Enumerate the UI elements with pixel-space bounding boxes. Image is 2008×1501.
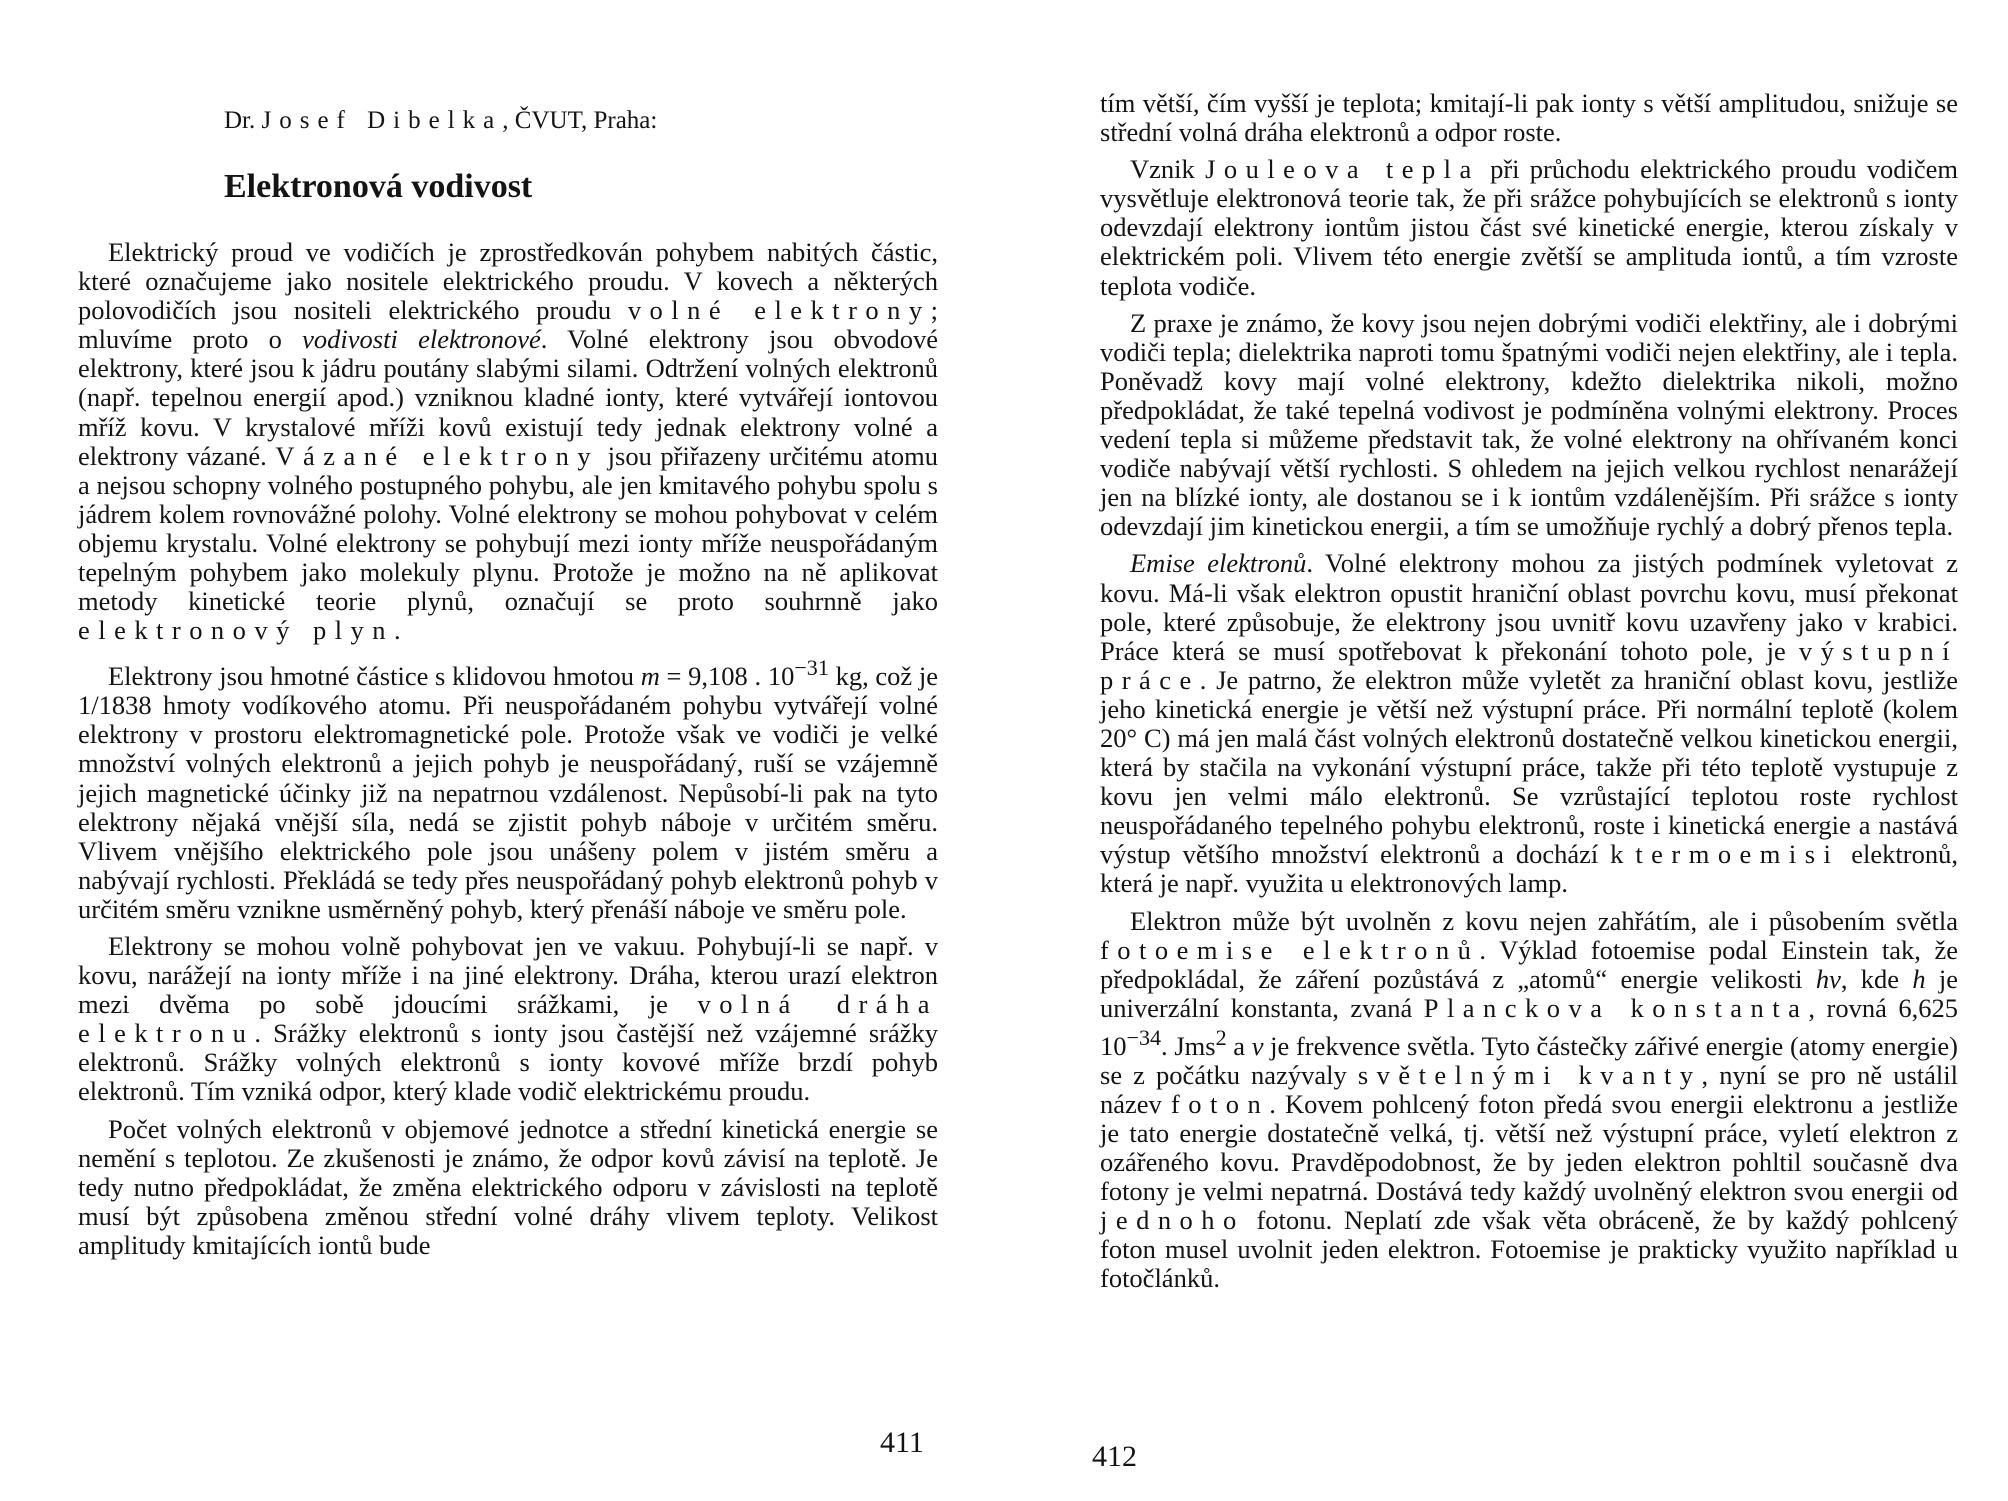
author-prefix: Dr. [224, 107, 256, 134]
term-photoemission: fotoemise elektronů [1100, 934, 1480, 965]
author-name: Josef Dibelka [261, 107, 503, 134]
symbol-h-nu: hν [1815, 963, 1841, 994]
paragraph-emission: Emise elektronů. Volné elektrony mohou za jistých podmínek vyletovat z kovu. Má-li však elektron opustit hraniční oblast povrchu kovu, musí překonat pole, které způsobuje, že elektrony jsou uvnitř kovu uzavřeny jako v krabici. Práce která se musí spotřebovat k překonání tohoto pole, je výstupní práce. Je patrno, že elektron může vyletět za hraniční oblast kovu, jestliže jeho kinetická energie je větší než výstupní práce. Při normální teplotě (kolem 20° C) má jen malá část volných elektronů dostatečně velkou kinetickou energii, která by stačila na vykonání výstupní práce, takže při této teplotě vystupuje z kovu jen velmi málo elektronů. Se vzrůstající teplotou roste rychlost neuspořádaného tepelného pohybu elektronů, roste i kinetická energie a nastává výstup většího množství elektronů a dochází k termoemisi elektronů, která je např. využita u elektronových lamp. [1100, 548, 1958, 899]
symbol-h: h [1912, 963, 1926, 994]
author-line [224, 107, 657, 135]
term-electron-emission: Emise elektronů [1130, 548, 1307, 579]
term-free-electrons: volné elektrony [627, 295, 931, 326]
term-bound-electrons: Vázané elektrony [275, 440, 600, 471]
paragraph-joule-heat: Vznik Jouleova tepla při průchodu elektrického proudu vodičem vysvětluje elektronová teorie tak, že při srážce pohybujících se elektronů s ionty odevzdají elektrony iontům jistou část své kinetické energie, kterou získaly v elektrickém poli. Vlivem této energie zvětší se amplituda iontů, a tím vzroste teplota vodiče. [1100, 154, 1959, 301]
term-thermoemission: termoemisi [1635, 839, 1840, 870]
paragraph-photoemission: Elektron může být uvolněn z kovu nejen zahřátím, ale i působením světla fotoemise elektronů. Výklad fotoemise podal Einstein tak, že předpokládal, že záření pozůstává z „atomů“ energie velikosti hν, kde h je univerzální konstanta, zvaná Planckova konstanta, rovná 6,625 $10^{-34}$. Jms$^2$ a ν je frekvence světla. Tyto částečky zářivé energie (atomy energie) se z počátku nazývaly světelnými kvanty, nyní se pro ně ustálil název foton. Kovem pohlcený foton předá svou energii elektronu a jestliže je tato energie dostatečně velká, tj. větší než výstupní práce, vyletí elektron z ozářeného kovu. Pravděpodobnost, že by jeden elektron pohltil současně dva fotony je velmi nepatrná. Dostává tedy každý uvolněný elektron svou energii od jednoho fotonu. Neplatí zde však věta obráceně, že by každý pohlcený foton musel uvolnit jeden elektron. Fotoemise je prakticky využito například u fotočlánků. [1100, 905, 1958, 1294]
paragraph-free-path: Elektrony se mohou volně pohybovat jen ve vakuu. Pohybují-li se např. v kovu, narážejí na ionty mříže i na jiné elektrony. Dráha, kterou urazí elektron mezi dvěma po sobě jdoucími srážkami, je volná dráha elektronu. Srážky elektronů s ionty jsou častější než vzájemné srážky elektronů. Srážky volných elektronů s ionty kovové mříže brzdí pohyb elektronů. Tím vzniká odpor, který klade vodič elektrickému proudu. [78, 930, 938, 1107]
exponent-34: −34 [1126, 1024, 1162, 1050]
author-affiliation: , ČVUT, Praha: [502, 107, 658, 134]
page-number-left: 411 [880, 1426, 924, 1459]
article-title: Elektronová vodivost [224, 168, 533, 205]
exponent-2: 2 [1215, 1024, 1227, 1050]
paragraph-temperature: Počet volných elektronů v objemové jednotce a střední kinetická energie se nemění s teplotou. Ze zkušenosti je známo, že odpor kovů závisí na teplotě. Je tedy nutno předpokládat, že změna elektrického odporu v závislosti na teplotě musí být způsobena změnou střední volné dráhy vlivem teploty. Velikost amplitudy kmitajících iontů bude [78, 1113, 938, 1260]
right-text-column [1100, 89, 1958, 1302]
exponent-31: −31 [794, 655, 829, 681]
term-free-path: volná dráha elektronu [78, 989, 938, 1049]
term-light-quanta: světelnými kvanty [1357, 1059, 1702, 1090]
term-photon: foton [1170, 1088, 1270, 1119]
term-one: jednoho [1100, 1205, 1245, 1236]
term-joule-heat: Jouleova tepla [1205, 154, 1480, 185]
paragraph-continuation: tím větší, čím vyšší je teplota; kmitají-li pak ionty s větší amplitudou, snižuje se střední volná dráha elektronů a odpor roste. [1100, 88, 1958, 148]
paragraph-intro: Elektrický proud ve vodičích je zprostředkován pohybem nabitých částic, které označujeme jako nositele elektrického proudu. V kovech a některých polovodičích jsou nositeli elektrického proudu volné elektrony; mluvíme proto o vodivosti elektronové. Volné elektrony jsou obvodové elektrony, které jsou k jádru poutány slabými silami. Odtržení volných elektronů (např. tepelnou energií apod.) vzniknou kladné ionty, které vytvářejí iontovou mříž kovu. V krystalové mříži kovů existují tedy jednak elektrony volné a elektrony vázané. Vázané elektrony jsou přiřazeny určitému atomu a nejsou schopny volného postupného pohybu, ale jen kmitavého pohybu spolu s jádrem kolem rovnovážné polohy. Volné elektrony se mohou pohybovat v celém objemu krystalu. Volné elektrony se pohybují mezi ionty mříže neuspořádaným tepelným pohybem jako molekuly plynu. Protože je možno na ně aplikovat metody kinetické teorie plynů, označují se proto souhrnně jako elektronový plyn. [78, 237, 938, 646]
page-number-right: 412 [1092, 1440, 1137, 1473]
term-planck-constant: Planckova konstanta [1423, 992, 1809, 1023]
term-electronic-conductivity: vodivosti elektronové [302, 324, 541, 355]
paragraph-heat-conduction: Z praxe je známo, že kovy jsou nejen dobrými vodiči elektřiny, ale i dobrými vodiči tepla; dielektrika naproti tomu špatnými vodiči nejen elektřiny, ale i tepla. Poněvadž kovy mají volné elektrony, kdežto dielektrika nikoli, možno předpokládat, že také tepelná vodivost je podmíněna volnými elektrony. Proces vedení tepla si můžeme představit tak, že volné elektrony na ohřívaném konci vodiče nabývají větší rychlosti. S ohledem na jejich velkou rychlost nenarážejí jen na blízké ionty, ale dostanou se i k iontům vzdálenějším. Při srážce s ionty odevzdají jim kinetickou energii, a tím se umožňuje rychlý a dobrý přenos tepla. [1100, 307, 1958, 542]
symbol-nu: ν [1251, 1030, 1264, 1061]
left-text-column [78, 238, 938, 1268]
right-page [1004, 0, 2008, 1501]
symbol-m: m [640, 661, 660, 692]
term-work-function: výstupní práce [1100, 635, 1958, 695]
term-electron-gas: elektronový plyn [78, 615, 394, 646]
paragraph-mass: Elektrony jsou hmotné částice s klidovou hmotou m = 9,108 . $10^{-31}$ kg, což je 1/1838 hmoty vodíkového atomu. Při neuspořádaném pohybu vytvářejí volné elektrony v prostoru elektromagnetické pole. Protože však ve vodiči je velké množství volných elektronů a jejich pohyb je neuspořádaný, ruší se vzájemně jejich magnetické účinky již na nepatrnou vzdálenost. Nepůsobí-li pak na tyto elektrony nějaká vnější síla, nedá se zjistit pohyb náboje v určitém směru. Vlivem vnějšího elektrického pole jsou unášeny polem v jistém směru a nabývají rychlosti. Překládá se tedy přes neuspořádaný pohyb elektronů pohyb v určitém směru vznikne usměrněný pohyb, který přenáší náboje ve směru pole. [78, 655, 939, 924]
